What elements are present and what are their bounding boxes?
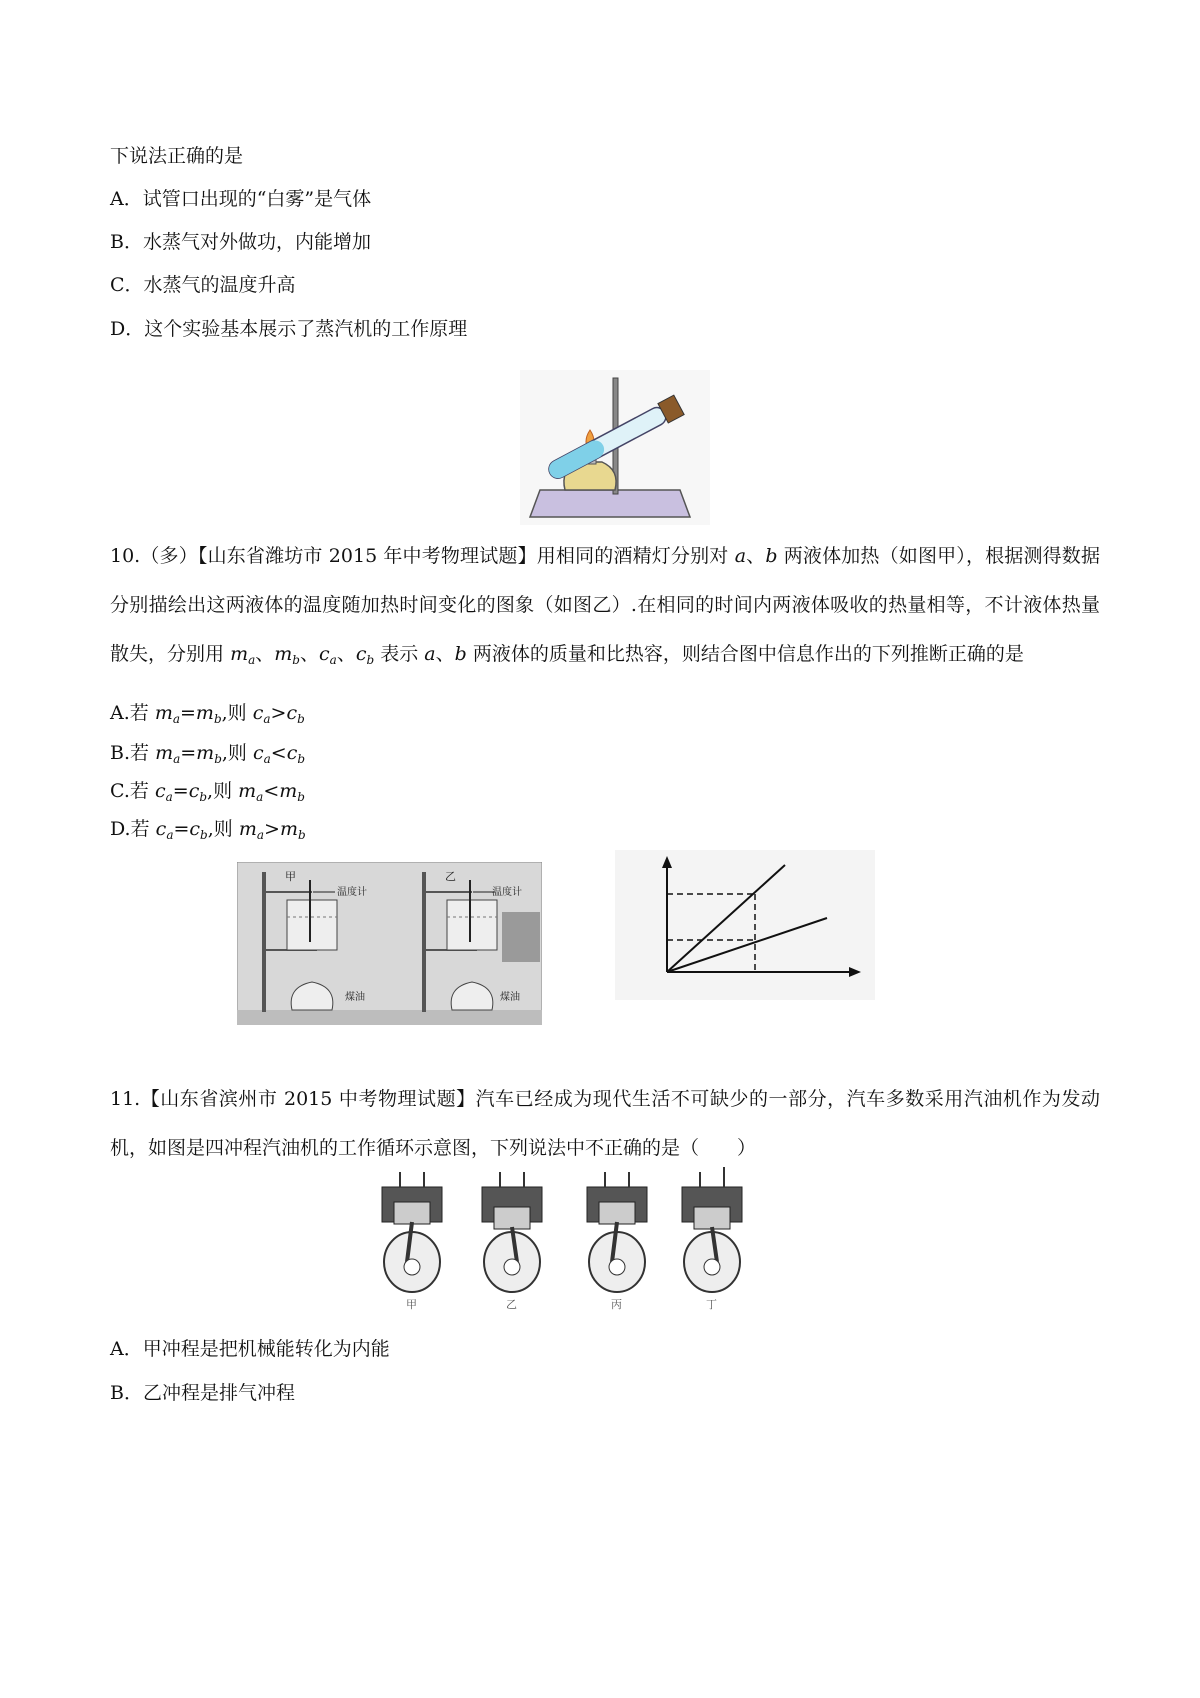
var-ca: $c_a$ xyxy=(319,643,337,667)
q11-option-a: A．甲冲程是把机械能转化为内能 xyxy=(110,1338,390,1360)
svg-text:丙: 丙 xyxy=(611,1298,622,1311)
yi-label: 乙 xyxy=(445,870,456,883)
svg-text:甲: 甲 xyxy=(406,1298,417,1311)
sep: 、 xyxy=(255,643,275,665)
q10-heating-setup-figure xyxy=(237,862,542,1025)
q9-option-c: C．水蒸气的温度升高 xyxy=(110,274,296,296)
thermometer-label-left: 温度计 xyxy=(337,887,367,898)
test-tube-figure xyxy=(520,370,710,525)
q9-option-b: B．水蒸气对外做功，内能增加 xyxy=(110,231,371,253)
sep: 、 xyxy=(746,545,766,567)
var-cb: $c_b$ xyxy=(355,643,375,667)
q9-option-a: A．试管口出现的“白雾”是气体 xyxy=(110,188,372,210)
sep: 、 xyxy=(435,643,455,665)
var-ma: $m_a$ xyxy=(230,643,256,667)
sep: 、 xyxy=(299,643,319,665)
q10-temperature-graph xyxy=(615,850,875,1000)
var-a: a xyxy=(734,545,747,567)
q11-number: 11. xyxy=(110,1088,141,1110)
svg-text:乙: 乙 xyxy=(506,1298,517,1311)
oil-label-right: 煤油 xyxy=(500,992,520,1003)
q10-option-d: D.若 $c_a=c_b$,则 $m_a>m_b$ xyxy=(110,818,306,842)
four-stroke-engine-figure xyxy=(372,1162,752,1312)
stroke-yi xyxy=(482,1172,542,1311)
q11-option-b: B．乙冲程是排气冲程 xyxy=(110,1382,295,1404)
var-b: b xyxy=(765,545,778,567)
var-b: b xyxy=(454,643,467,665)
stroke-jia xyxy=(382,1172,442,1311)
q10-text: 表示 xyxy=(380,643,419,665)
q10-option-c: C.若 $c_a=c_b$,则 $m_a<m_b$ xyxy=(110,780,305,804)
q10-multi-tag: （多） xyxy=(140,545,198,567)
q11-stem xyxy=(110,1075,1100,1173)
oil-label-left: 煤油 xyxy=(345,992,365,1003)
q10-number: 10. xyxy=(110,545,141,567)
q9-stem-tail: 下说法正确的是 xyxy=(110,145,244,167)
q9-option-d: D．这个实验基本展示了蒸汽机的工作原理 xyxy=(110,318,468,340)
q11-text: 汽车已经成为现代生活不可缺少的一部分，汽车多数采用汽油机作为发动机，如图是四冲程汽油机的工作循环示意图，下列说法中不正确的是（ ） xyxy=(110,1088,1100,1159)
q10-stem xyxy=(110,532,1100,685)
q10-source: 【山东省潍坊市 2015 年中考物理试题】 xyxy=(197,545,537,567)
q10-text: 两液体加热（如图甲），根据测得数据分别描绘出这两液体的温度随加热时间变化的图象（如图乙）.在相同的时间内两液体吸收的热量相等，不计液体热量散失，分别用 xyxy=(110,545,1100,665)
q10-option-b: B.若 $m_a=m_b$,则 $c_a<c_b$ xyxy=(110,742,306,766)
q10-option-a: A.若 $m_a=m_b$,则 $c_a>c_b$ xyxy=(110,702,305,726)
q10-text: 用相同的酒精灯分别对 xyxy=(536,545,729,567)
q10-text: 两液体的质量和比热容，则结合图中信息作出的下列推断正确的是 xyxy=(472,643,1024,665)
stroke-bing xyxy=(587,1172,647,1311)
stroke-ding xyxy=(682,1167,742,1311)
thermometer-label-right: 温度计 xyxy=(492,887,522,898)
sep: 、 xyxy=(336,643,356,665)
svg-text:丁: 丁 xyxy=(706,1298,717,1311)
jia-label: 甲 xyxy=(285,870,296,883)
var-a: a xyxy=(424,643,436,665)
var-mb: $m_b$ xyxy=(274,643,300,667)
q11-source: 【山东省滨州市 2015 中考物理试题】 xyxy=(140,1088,476,1110)
